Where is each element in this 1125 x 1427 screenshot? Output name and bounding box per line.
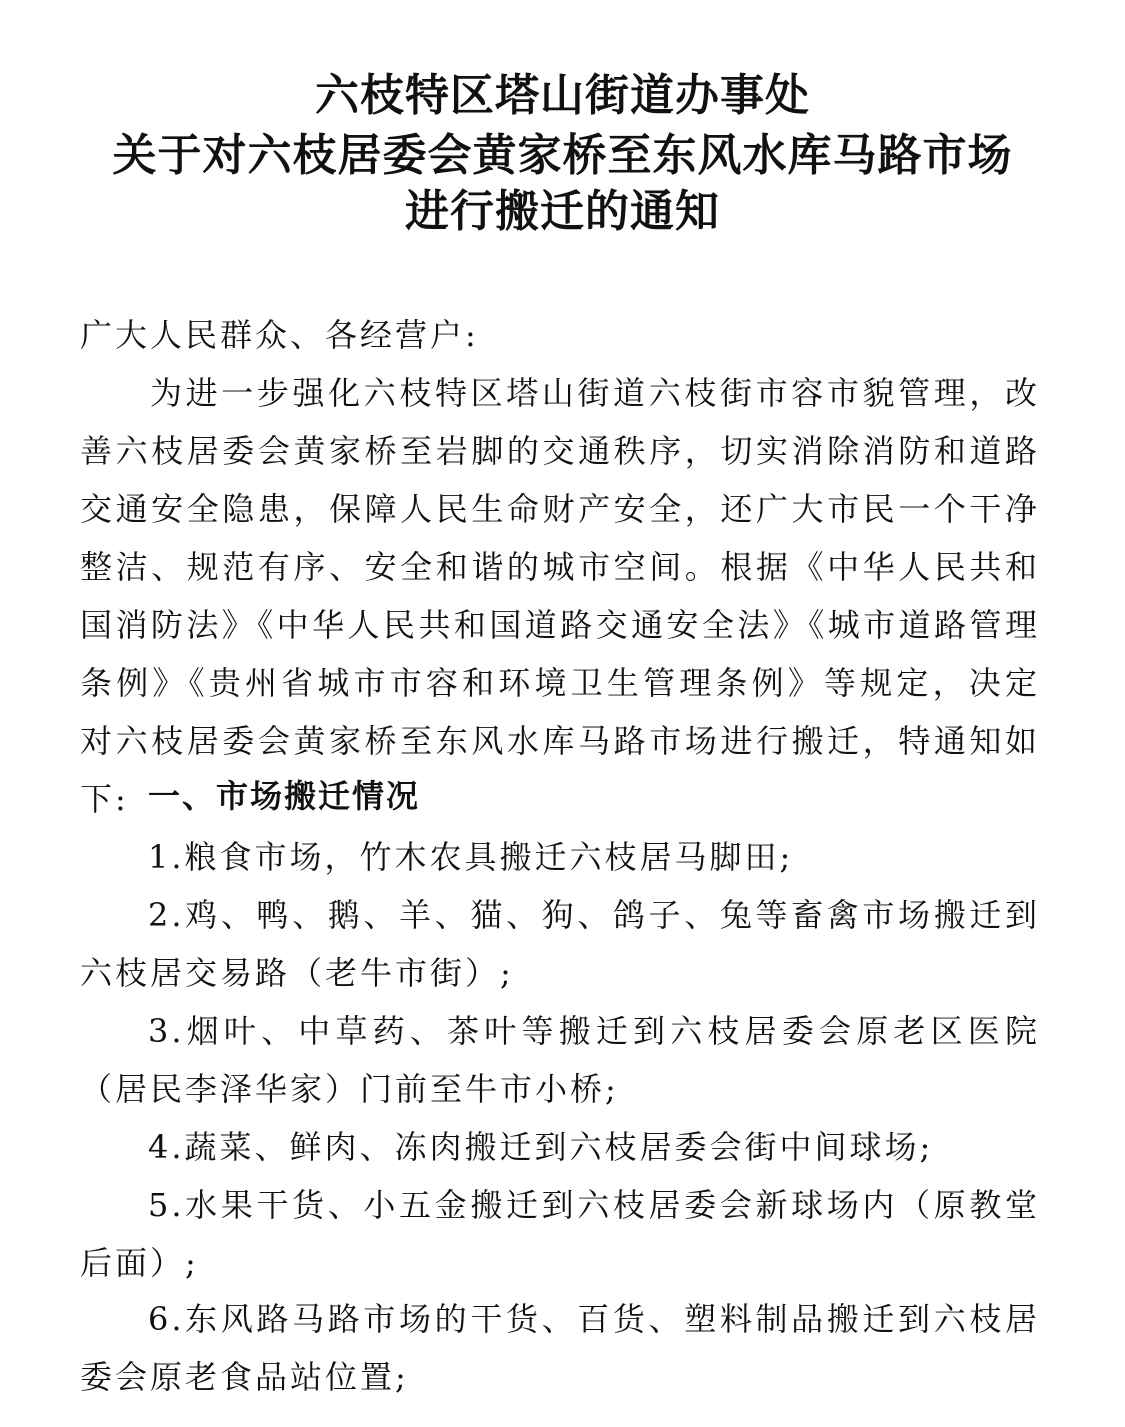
- title-line-3: 进行搬迁的通知: [405, 186, 720, 237]
- title-line-2: 关于对六枝居委会黄家桥至东风水库马路市场: [112, 130, 1013, 181]
- salutation: 广大人民群众、各经营户:: [80, 316, 479, 354]
- section-heading: 一、市场搬迁情况: [148, 777, 421, 815]
- title-line-1: 六枝特区塔山街道办事处: [315, 70, 810, 121]
- list-item: 4.蔬菜、鲜肉、冻肉搬迁到六枝居委会街中间球场;: [148, 1128, 934, 1166]
- list-item: 3.烟叶、中草药、茶叶等搬迁到六枝居委会原老区医院（居民李泽华家）门前至牛市小桥;: [80, 1012, 1040, 1108]
- list-item: 6.东风路马路市场的干货、百货、塑料制品搬迁到六枝居委会原老食品站位置;: [80, 1300, 1040, 1396]
- paragraph-intro: 为进一步强化六枝特区塔山街道六枝街市容市貌管理，改善六枝居委会黄家桥至岩脚的交通秩序，切实消除消防和道路交通安全隐患，保障人民生命财产安全，还广大市民一个干净整洁、规范有序、安全和谐的城市空间。根据《中华人民共和国消防法》《中华人民共和国道路交通安全法》《城市道路管理条例》《贵州省城市市容和环境卫生管理条例》等规定，决定对六枝居委会黄家桥至东风水库马路市场进行搬迁，特通知如下:: [80, 374, 1040, 818]
- list-item: 2.鸡、鸭、鹅、羊、猫、狗、鸽子、兔等畜禽市场搬迁到六枝居交易路（老牛市街）;: [80, 896, 1040, 992]
- list-item: 1.粮食市场，竹木农具搬迁六枝居马脚田;: [148, 838, 794, 876]
- list-item: 5.水果干货、小五金搬迁到六枝居委会新球场内（原教堂后面）;: [80, 1186, 1040, 1282]
